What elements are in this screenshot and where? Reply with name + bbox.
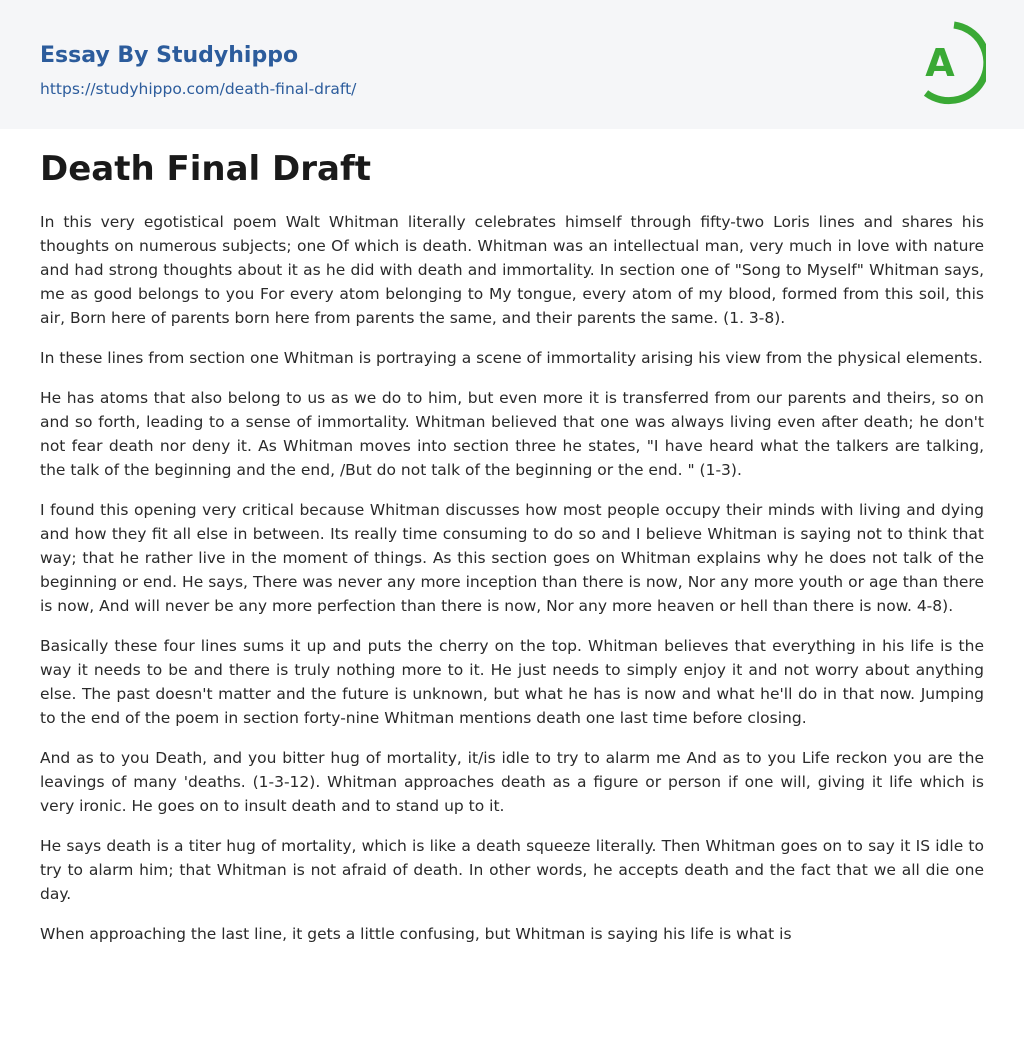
essay-content	[0, 148, 1024, 946]
site-brand[interactable]: Essay By Studyhippo	[40, 43, 299, 68]
essay-paragraph: In this very egotistical poem Walt Whitman literally celebrates himself through fifty-two Loris lines and shares his thoughts on numerous subjects; one Of which is death. Whitman was an intellectual man, very much in love with nature and had strong thoughts about it as he did with death and immortality. In section one of "Song to Myself" Whitman says, me as good belongs to you For every atom belonging to My tongue, every atom of my blood, formed from this soil, this air, Born here of parents born here from parents the same, and their parents the same. (1. 3-8).	[40, 213, 984, 327]
essay-paragraph: He has atoms that also belong to us as we do to him, but even more it is transferred from our parents and theirs, so on and so forth, leading to a sense of immortality. Whitman believed that one was always living even after death; he don't not fear death nor deny it. As Whitman moves into section three he states, "I have heard what the talkers are talking, the talk of the beginning and the end, /But do not talk of the beginning or the end. " (1-3).	[40, 389, 984, 479]
essay-url-link[interactable]: https://studyhippo.com/death-final-draft/	[40, 80, 357, 98]
essay-paragraph: Basically these four lines sums it up and puts the cherry on the top. Whitman believes that everything in his life is the way it needs to be and there is truly nothing more to it. He just needs to simply enjoy it and not worry about anything else. The past doesn't matter and the future is unknown, but what he has is now and what he'll do in that now. Jumping to the end of the poem in section forty-nine Whitman mentions death one last time before closing.	[40, 637, 984, 727]
essay-paragraph: When approaching the last line, it gets a little confusing, but Whitman is saying his life is what is	[40, 925, 792, 943]
essay-paragraph: I found this opening very critical because Whitman discusses how most people occupy their minds with living and dying and how they fit all else in between. Its really time consuming to do so and I believe Whitman is saying not to think that way; that he rather live in the moment of things. As this section goes on Whitman explains why he does not talk of the beginning or end. He says, There was never any more inception than there is now, Nor any more youth or age than there is now, And will never be any more perfection than there is now, Nor any more heaven or hell than there is now. 4-8).	[40, 501, 984, 615]
studyhippo-logo-icon[interactable]	[914, 18, 986, 106]
site-header	[0, 0, 1024, 129]
essay-paragraph: He says death is a titer hug of mortality, which is like a death squeeze literally. Then Whitman goes on to say it IS idle to try to alarm him; that Whitman is not afraid of death. In other words, he accepts death and the fact that we all die one day.	[40, 837, 984, 903]
essay-paragraph: In these lines from section one Whitman is portraying a scene of immortality arising his view from the physical elements.	[40, 349, 983, 367]
essay-paragraph: And as to you Death, and you bitter hug of mortality, it/is idle to try to alarm me And as to you Life reckon you are the leavings of many 'deaths. (1-3-12). Whitman approaches death as a figure or person if one will, giving it life which is very ironic. He goes on to insult death and to stand up to it.	[40, 749, 984, 815]
essay-title: Death Final Draft	[40, 149, 372, 189]
logo-letter: A	[925, 41, 955, 85]
